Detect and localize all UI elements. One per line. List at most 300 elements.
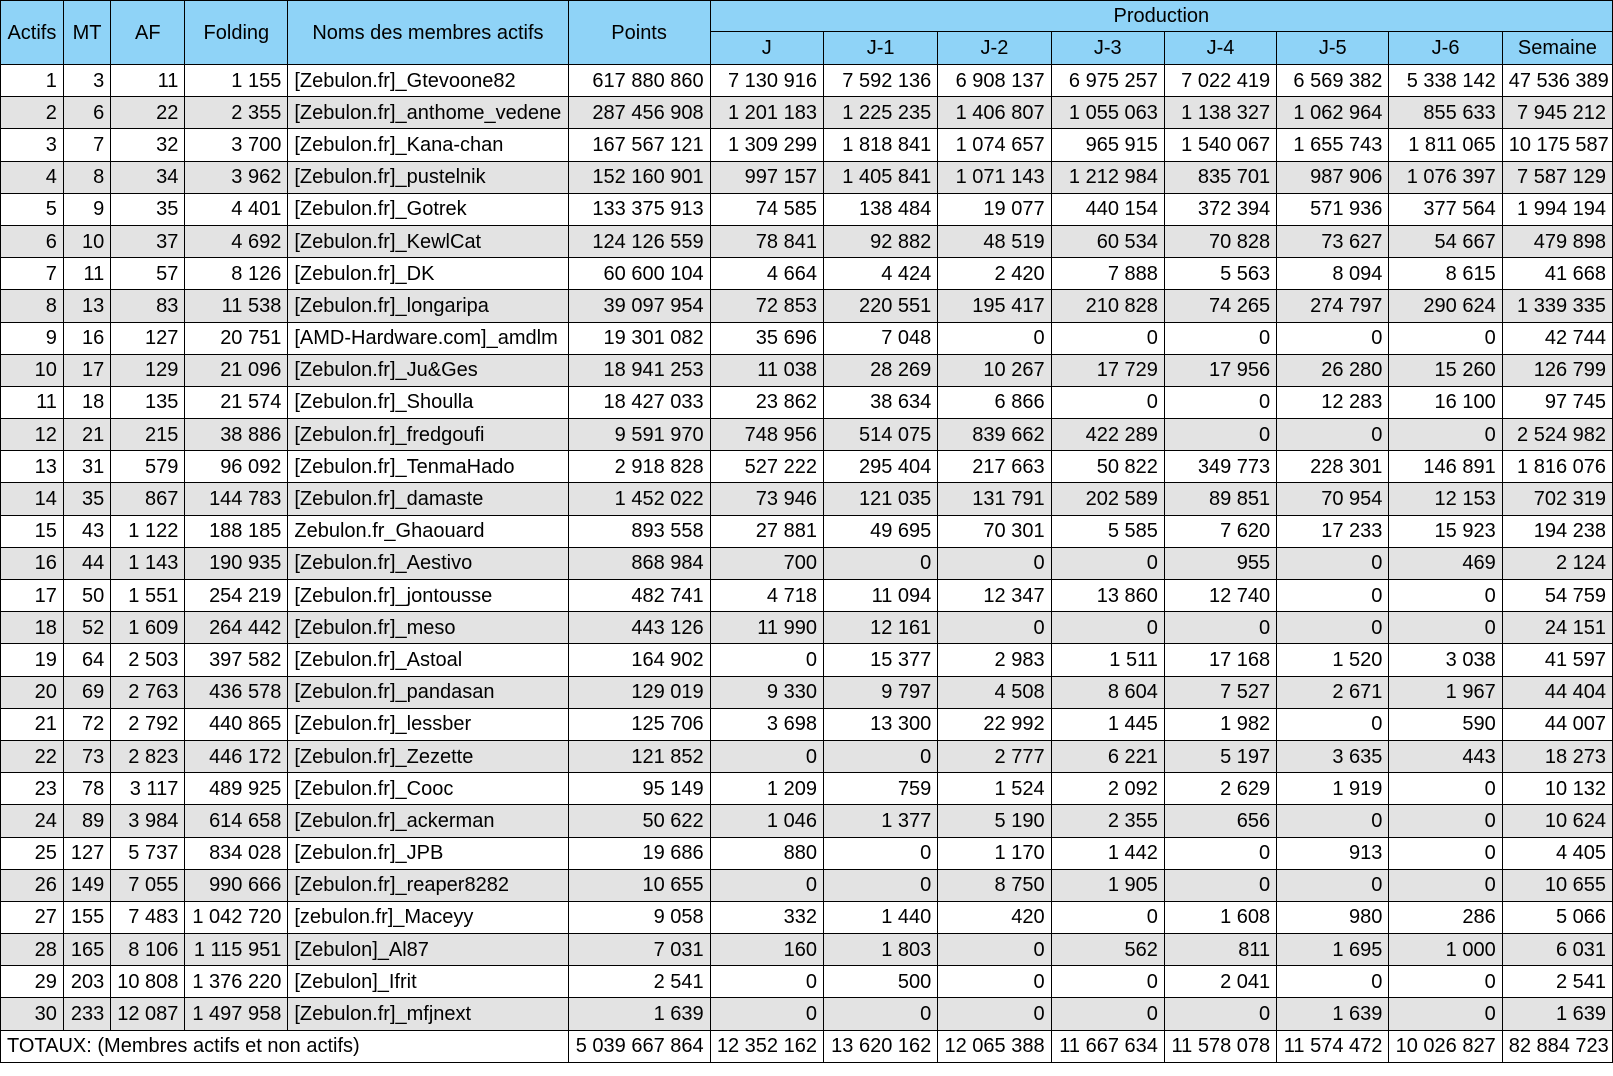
- cell-j-3: 440 154: [1051, 193, 1164, 225]
- table-row: [1, 676, 1613, 708]
- cell-j-2: 0: [938, 998, 1051, 1030]
- cell-actifs: 28: [1, 934, 64, 966]
- cell-j-2: 1 074 657: [938, 129, 1051, 161]
- cell-j-4: 7 022 419: [1164, 65, 1276, 97]
- cell-j-2: 2 420: [938, 258, 1051, 290]
- cell-j-2: 19 077: [938, 193, 1051, 225]
- cell-j-1: 13 300: [823, 708, 937, 740]
- cell-j-4: 1 138 327: [1164, 97, 1276, 129]
- cell-af: 83: [111, 290, 185, 322]
- cell-j-6: 0: [1389, 966, 1502, 998]
- cell-j-4: 1 982: [1164, 708, 1276, 740]
- cell-mt: 17: [63, 354, 110, 386]
- cell-points: 617 880 860: [568, 65, 710, 97]
- cell-folding: 834 028: [185, 837, 288, 869]
- table-row: [1, 65, 1613, 97]
- cell-semaine: 18 273: [1502, 740, 1612, 772]
- cell-af: 579: [111, 451, 185, 483]
- cell-j-5: 0: [1277, 966, 1389, 998]
- cell-mt: 52: [63, 612, 110, 644]
- cell-semaine: 10 624: [1502, 805, 1612, 837]
- cell-af: 3 117: [111, 773, 185, 805]
- cell-j-3: 2 355: [1051, 805, 1164, 837]
- cell-semaine: 10 655: [1502, 869, 1612, 901]
- cell-actifs: 3: [1, 129, 64, 161]
- cell-j-1: 92 882: [823, 225, 937, 257]
- cell-j-1: 28 269: [823, 354, 937, 386]
- cell-j-4: 0: [1164, 998, 1276, 1030]
- cell-j-1: 15 377: [823, 644, 937, 676]
- cell-member-name: [Zebulon.fr]_Kana-chan: [288, 129, 568, 161]
- cell-j-5: 70 954: [1277, 483, 1389, 515]
- cell-actifs: 25: [1, 837, 64, 869]
- cell-j: 0: [710, 998, 823, 1030]
- cell-actifs: 27: [1, 901, 64, 933]
- total-j-5: 11 574 472: [1277, 1030, 1389, 1062]
- cell-j-2: 420: [938, 901, 1051, 933]
- cell-points: 1 452 022: [568, 483, 710, 515]
- cell-member-name: [Zebulon.fr]_pustelnik: [288, 161, 568, 193]
- cell-j-3: 7 888: [1051, 258, 1164, 290]
- cell-folding: 21 096: [185, 354, 288, 386]
- cell-j-6: 1 967: [1389, 676, 1502, 708]
- cell-member-name: [Zebulon.fr]_fredgoufi: [288, 419, 568, 451]
- cell-j-6: 0: [1389, 869, 1502, 901]
- header-production-j-5[interactable]: J-5: [1277, 32, 1389, 65]
- cell-member-name: [Zebulon.fr]_mfjnext: [288, 998, 568, 1030]
- cell-mt: 44: [63, 547, 110, 579]
- header-production-j-4[interactable]: J-4: [1164, 32, 1276, 65]
- cell-j-4: 89 851: [1164, 483, 1276, 515]
- cell-semaine: 479 898: [1502, 225, 1612, 257]
- cell-j: 72 853: [710, 290, 823, 322]
- cell-j-3: 1 445: [1051, 708, 1164, 740]
- cell-member-name: [Zebulon.fr]_lessber: [288, 708, 568, 740]
- cell-actifs: 9: [1, 322, 64, 354]
- cell-member-name: [Zebulon.fr]_Astoal: [288, 644, 568, 676]
- cell-j: 1 201 183: [710, 97, 823, 129]
- cell-mt: 203: [63, 966, 110, 998]
- cell-mt: 69: [63, 676, 110, 708]
- cell-j-3: 0: [1051, 547, 1164, 579]
- cell-member-name: [Zebulon.fr]_DK: [288, 258, 568, 290]
- header-production-j-6[interactable]: J-6: [1389, 32, 1502, 65]
- cell-mt: 64: [63, 644, 110, 676]
- cell-member-name: [Zebulon.fr]_Cooc: [288, 773, 568, 805]
- cell-semaine: 702 319: [1502, 483, 1612, 515]
- cell-folding: 21 574: [185, 386, 288, 418]
- cell-j-5: 0: [1277, 869, 1389, 901]
- cell-j-4: 2 629: [1164, 773, 1276, 805]
- cell-folding: 4 401: [185, 193, 288, 225]
- header-production: Production: [710, 1, 1612, 32]
- cell-mt: 7: [63, 129, 110, 161]
- cell-j: 27 881: [710, 515, 823, 547]
- cell-folding: 188 185: [185, 515, 288, 547]
- cell-mt: 155: [63, 901, 110, 933]
- header-mt[interactable]: MT: [63, 1, 110, 65]
- cell-af: 35: [111, 193, 185, 225]
- header-production-semaine[interactable]: Semaine: [1502, 32, 1612, 65]
- cell-actifs: 15: [1, 515, 64, 547]
- cell-j: 7 130 916: [710, 65, 823, 97]
- cell-mt: 13: [63, 290, 110, 322]
- cell-j-2: 6 908 137: [938, 65, 1051, 97]
- cell-points: 893 558: [568, 515, 710, 547]
- cell-semaine: 44 007: [1502, 708, 1612, 740]
- header-actifs[interactable]: Actifs: [1, 1, 64, 65]
- cell-j-5: 228 301: [1277, 451, 1389, 483]
- cell-j-1: 0: [823, 740, 937, 772]
- cell-j-5: 0: [1277, 547, 1389, 579]
- cell-j-2: 6 866: [938, 386, 1051, 418]
- cell-af: 2 763: [111, 676, 185, 708]
- cell-j-2: 839 662: [938, 419, 1051, 451]
- cell-j-4: 1 608: [1164, 901, 1276, 933]
- table-row: [1, 97, 1613, 129]
- cell-j-5: 1 695: [1277, 934, 1389, 966]
- cell-j-4: 7 527: [1164, 676, 1276, 708]
- cell-member-name: [Zebulon.fr]_Zezette: [288, 740, 568, 772]
- cell-member-name: [Zebulon.fr]_Shoulla: [288, 386, 568, 418]
- table-row: [1, 740, 1613, 772]
- cell-actifs: 1: [1, 65, 64, 97]
- cell-af: 3 984: [111, 805, 185, 837]
- cell-folding: 489 925: [185, 773, 288, 805]
- cell-member-name: [Zebulon.fr]_JPB: [288, 837, 568, 869]
- cell-actifs: 19: [1, 644, 64, 676]
- cell-member-name: [Zebulon.fr]_longaripa: [288, 290, 568, 322]
- cell-j-3: 0: [1051, 612, 1164, 644]
- cell-j-2: 4 508: [938, 676, 1051, 708]
- cell-j: 9 330: [710, 676, 823, 708]
- cell-semaine: 10 175 587: [1502, 129, 1612, 161]
- table-row: [1, 708, 1613, 740]
- cell-af: 129: [111, 354, 185, 386]
- cell-mt: 31: [63, 451, 110, 483]
- cell-af: 1 122: [111, 515, 185, 547]
- cell-j-4: 0: [1164, 419, 1276, 451]
- cell-j-1: 295 404: [823, 451, 937, 483]
- cell-j-2: 0: [938, 547, 1051, 579]
- cell-mt: 72: [63, 708, 110, 740]
- cell-af: 135: [111, 386, 185, 418]
- cell-j-1: 38 634: [823, 386, 937, 418]
- cell-j-1: 7 592 136: [823, 65, 937, 97]
- header-production-j[interactable]: J: [710, 32, 823, 65]
- cell-j-6: 0: [1389, 580, 1502, 612]
- cell-points: 2 541: [568, 966, 710, 998]
- cell-j-1: 1 440: [823, 901, 937, 933]
- cell-actifs: 6: [1, 225, 64, 257]
- cell-points: 443 126: [568, 612, 710, 644]
- cell-folding: 11 538: [185, 290, 288, 322]
- cell-actifs: 8: [1, 290, 64, 322]
- cell-semaine: 24 151: [1502, 612, 1612, 644]
- cell-points: 9 058: [568, 901, 710, 933]
- cell-folding: 1 042 720: [185, 901, 288, 933]
- cell-mt: 18: [63, 386, 110, 418]
- cell-af: 57: [111, 258, 185, 290]
- cell-actifs: 10: [1, 354, 64, 386]
- cell-j-2: 70 301: [938, 515, 1051, 547]
- cell-j-1: 1 225 235: [823, 97, 937, 129]
- cell-af: 7 483: [111, 901, 185, 933]
- cell-actifs: 21: [1, 708, 64, 740]
- cell-j-3: 13 860: [1051, 580, 1164, 612]
- cell-j-1: 12 161: [823, 612, 937, 644]
- cell-j: 3 698: [710, 708, 823, 740]
- cell-af: 5 737: [111, 837, 185, 869]
- cell-member-name: [Zebulon]_Al87: [288, 934, 568, 966]
- cell-j: 74 585: [710, 193, 823, 225]
- cell-j-2: 5 190: [938, 805, 1051, 837]
- cell-j-4: 0: [1164, 837, 1276, 869]
- total-j-1: 13 620 162: [823, 1030, 937, 1062]
- cell-j-4: 5 563: [1164, 258, 1276, 290]
- cell-points: 868 984: [568, 547, 710, 579]
- cell-j-6: 469: [1389, 547, 1502, 579]
- cell-actifs: 13: [1, 451, 64, 483]
- cell-folding: 3 700: [185, 129, 288, 161]
- cell-j: 11 038: [710, 354, 823, 386]
- cell-actifs: 2: [1, 97, 64, 129]
- cell-mt: 11: [63, 258, 110, 290]
- cell-j-2: 1 406 807: [938, 97, 1051, 129]
- cell-j-6: 0: [1389, 805, 1502, 837]
- cell-actifs: 23: [1, 773, 64, 805]
- cell-j-6: 1 076 397: [1389, 161, 1502, 193]
- cell-j-6: 0: [1389, 322, 1502, 354]
- cell-j: 0: [710, 869, 823, 901]
- cell-points: 50 622: [568, 805, 710, 837]
- cell-actifs: 17: [1, 580, 64, 612]
- cell-j-3: 1 511: [1051, 644, 1164, 676]
- cell-j-6: 590: [1389, 708, 1502, 740]
- cell-j-6: 0: [1389, 773, 1502, 805]
- cell-folding: 264 442: [185, 612, 288, 644]
- cell-folding: 614 658: [185, 805, 288, 837]
- cell-af: 7 055: [111, 869, 185, 901]
- cell-points: 18 427 033: [568, 386, 710, 418]
- cell-points: 152 160 901: [568, 161, 710, 193]
- header-points[interactable]: Points: [568, 1, 710, 65]
- cell-member-name: [Zebulon.fr]_jontousse: [288, 580, 568, 612]
- cell-af: 215: [111, 419, 185, 451]
- cell-j-1: 138 484: [823, 193, 937, 225]
- table-footer: [1, 1030, 1613, 1062]
- cell-points: 39 097 954: [568, 290, 710, 322]
- totals-label: TOTAUX: (Membres actifs et non actifs): [1, 1030, 569, 1062]
- cell-j: 4 664: [710, 258, 823, 290]
- cell-semaine: 2 541: [1502, 966, 1612, 998]
- header-production-j-1[interactable]: J-1: [823, 32, 937, 65]
- header-member-names[interactable]: Noms des membres actifs: [288, 1, 568, 65]
- cell-j: 0: [710, 740, 823, 772]
- cell-j-5: 0: [1277, 419, 1389, 451]
- cell-folding: 446 172: [185, 740, 288, 772]
- table-row: [1, 998, 1613, 1030]
- header-folding[interactable]: Folding: [185, 1, 288, 65]
- cell-af: 1 143: [111, 547, 185, 579]
- cell-j-2: 0: [938, 934, 1051, 966]
- header-af[interactable]: AF: [111, 1, 185, 65]
- cell-semaine: 44 404: [1502, 676, 1612, 708]
- cell-j-2: 217 663: [938, 451, 1051, 483]
- cell-actifs: 4: [1, 161, 64, 193]
- cell-j-4: 835 701: [1164, 161, 1276, 193]
- cell-folding: 1 115 951: [185, 934, 288, 966]
- table-row: [1, 451, 1613, 483]
- cell-af: 34: [111, 161, 185, 193]
- table-row: [1, 547, 1613, 579]
- cell-j-3: 17 729: [1051, 354, 1164, 386]
- cell-j-1: 759: [823, 773, 937, 805]
- cell-j-5: 1 520: [1277, 644, 1389, 676]
- cell-j-6: 0: [1389, 419, 1502, 451]
- cell-member-name: [Zebulon.fr]_ackerman: [288, 805, 568, 837]
- table-row: [1, 225, 1613, 257]
- cell-j-5: 2 671: [1277, 676, 1389, 708]
- cell-semaine: 5 066: [1502, 901, 1612, 933]
- cell-j-6: 5 338 142: [1389, 65, 1502, 97]
- cell-j-3: 1 905: [1051, 869, 1164, 901]
- cell-j-3: 965 915: [1051, 129, 1164, 161]
- cell-j-1: 0: [823, 998, 937, 1030]
- cell-points: 9 591 970: [568, 419, 710, 451]
- cell-folding: 38 886: [185, 419, 288, 451]
- cell-j-6: 0: [1389, 612, 1502, 644]
- cell-actifs: 12: [1, 419, 64, 451]
- cell-j: 0: [710, 966, 823, 998]
- table-row: [1, 129, 1613, 161]
- cell-member-name: [Zebulon]_Ifrit: [288, 966, 568, 998]
- cell-semaine: 41 597: [1502, 644, 1612, 676]
- cell-j-3: 8 604: [1051, 676, 1164, 708]
- cell-j-5: 274 797: [1277, 290, 1389, 322]
- cell-j-6: 12 153: [1389, 483, 1502, 515]
- cell-semaine: 126 799: [1502, 354, 1612, 386]
- cell-j: 700: [710, 547, 823, 579]
- cell-j-3: 1 212 984: [1051, 161, 1164, 193]
- cell-mt: 21: [63, 419, 110, 451]
- cell-j-4: 0: [1164, 322, 1276, 354]
- cell-member-name: [Zebulon.fr]_TenmaHado: [288, 451, 568, 483]
- cell-j-2: 48 519: [938, 225, 1051, 257]
- cell-j: 35 696: [710, 322, 823, 354]
- cell-mt: 9: [63, 193, 110, 225]
- cell-semaine: 1 816 076: [1502, 451, 1612, 483]
- cell-j: 78 841: [710, 225, 823, 257]
- cell-actifs: 30: [1, 998, 64, 1030]
- cell-j: 73 946: [710, 483, 823, 515]
- cell-j-4: 656: [1164, 805, 1276, 837]
- cell-points: 482 741: [568, 580, 710, 612]
- cell-j: 1 046: [710, 805, 823, 837]
- cell-points: 19 686: [568, 837, 710, 869]
- cell-af: 11: [111, 65, 185, 97]
- table-row: [1, 934, 1613, 966]
- cell-j-2: 8 750: [938, 869, 1051, 901]
- cell-semaine: 7 945 212: [1502, 97, 1612, 129]
- cell-j-3: 202 589: [1051, 483, 1164, 515]
- table-row: [1, 193, 1613, 225]
- cell-semaine: 42 744: [1502, 322, 1612, 354]
- cell-j-5: 571 936: [1277, 193, 1389, 225]
- cell-semaine: 6 031: [1502, 934, 1612, 966]
- cell-points: 287 456 908: [568, 97, 710, 129]
- header-production-j-3[interactable]: J-3: [1051, 32, 1164, 65]
- cell-points: 167 567 121: [568, 129, 710, 161]
- table-row: [1, 805, 1613, 837]
- cell-semaine: 1 339 335: [1502, 290, 1612, 322]
- cell-mt: 3: [63, 65, 110, 97]
- cell-j-6: 16 100: [1389, 386, 1502, 418]
- table-row: [1, 354, 1613, 386]
- cell-j-1: 1 377: [823, 805, 937, 837]
- cell-j-2: 1 170: [938, 837, 1051, 869]
- cell-af: 1 551: [111, 580, 185, 612]
- cell-semaine: 54 759: [1502, 580, 1612, 612]
- cell-folding: 990 666: [185, 869, 288, 901]
- cell-points: 1 639: [568, 998, 710, 1030]
- cell-actifs: 24: [1, 805, 64, 837]
- table-row: [1, 386, 1613, 418]
- cell-member-name: [Zebulon.fr]_Gotrek: [288, 193, 568, 225]
- cell-j-4: 12 740: [1164, 580, 1276, 612]
- cell-j-4: 17 956: [1164, 354, 1276, 386]
- cell-j-1: 1 803: [823, 934, 937, 966]
- cell-mt: 43: [63, 515, 110, 547]
- cell-af: 1 609: [111, 612, 185, 644]
- cell-member-name: [Zebulon.fr]_anthome_vedene: [288, 97, 568, 129]
- cell-member-name: Zebulon.fr_Ghaouard: [288, 515, 568, 547]
- total-j-6: 10 026 827: [1389, 1030, 1502, 1062]
- cell-mt: 8: [63, 161, 110, 193]
- cell-j-3: 1 055 063: [1051, 97, 1164, 129]
- cell-semaine: 97 745: [1502, 386, 1612, 418]
- cell-af: 10 808: [111, 966, 185, 998]
- cell-j-3: 0: [1051, 998, 1164, 1030]
- cell-j-4: 74 265: [1164, 290, 1276, 322]
- cell-actifs: 14: [1, 483, 64, 515]
- cell-j-1: 1 405 841: [823, 161, 937, 193]
- cell-j-4: 0: [1164, 869, 1276, 901]
- cell-j: 11 990: [710, 612, 823, 644]
- cell-j-3: 60 534: [1051, 225, 1164, 257]
- cell-j-4: 7 620: [1164, 515, 1276, 547]
- table-header: [1, 1, 1613, 65]
- cell-j-1: 11 094: [823, 580, 937, 612]
- cell-j-2: 22 992: [938, 708, 1051, 740]
- cell-af: 2 503: [111, 644, 185, 676]
- table-row: [1, 290, 1613, 322]
- cell-semaine: 4 405: [1502, 837, 1612, 869]
- header-production-j-2[interactable]: J-2: [938, 32, 1051, 65]
- cell-j-6: 15 260: [1389, 354, 1502, 386]
- cell-folding: 1 155: [185, 65, 288, 97]
- cell-member-name: [Zebulon.fr]_meso: [288, 612, 568, 644]
- cell-j-1: 49 695: [823, 515, 937, 547]
- cell-j-4: 0: [1164, 612, 1276, 644]
- cell-folding: 4 692: [185, 225, 288, 257]
- cell-j-6: 54 667: [1389, 225, 1502, 257]
- cell-af: 867: [111, 483, 185, 515]
- cell-mt: 78: [63, 773, 110, 805]
- cell-j-3: 6 221: [1051, 740, 1164, 772]
- cell-j-2: 2 983: [938, 644, 1051, 676]
- table-row: [1, 901, 1613, 933]
